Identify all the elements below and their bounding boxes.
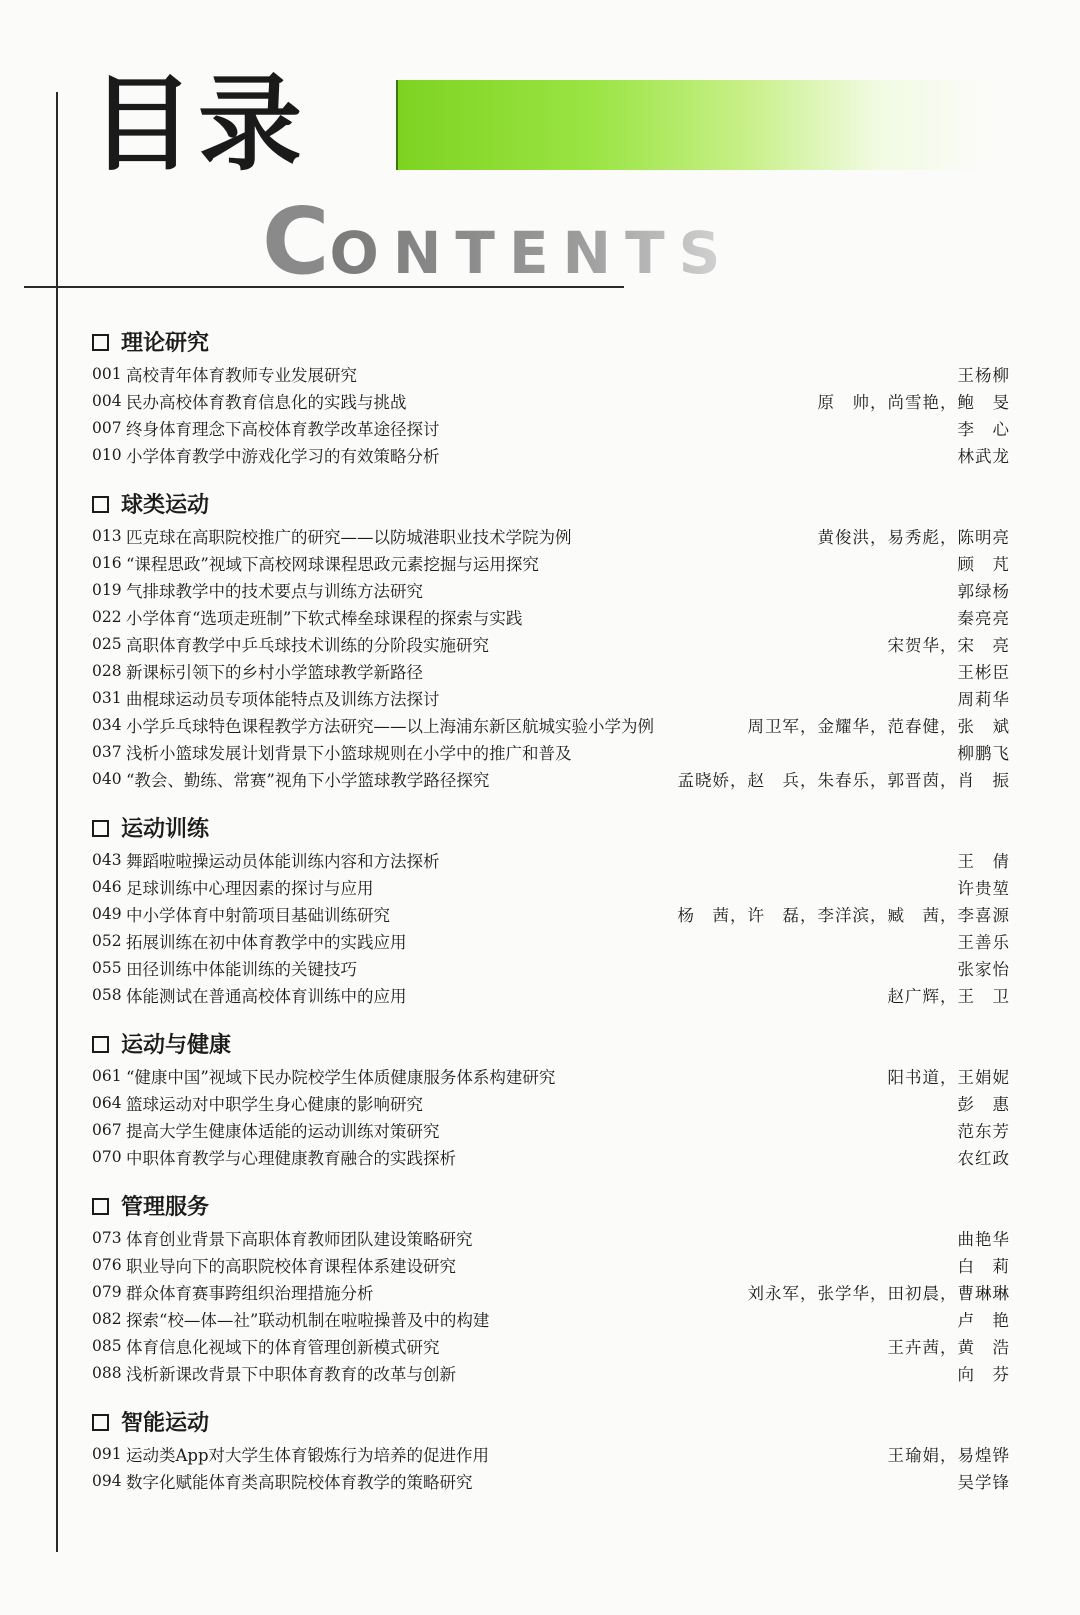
- entry-author: 原 帅，尚雪艳，鲍 旻: [817, 392, 1010, 412]
- entry-author: 周莉华: [957, 689, 1010, 709]
- entry-page-number: 079: [92, 1282, 122, 1301]
- entry-author: 李 心: [957, 419, 1010, 439]
- entry-title: “教会、勤练、常赛”视角下小学篮球教学路径探究: [126, 770, 490, 790]
- entry-author: 顾 芃: [957, 554, 1010, 574]
- entry-page-number: 085: [92, 1336, 122, 1355]
- section-title: 理论研究: [121, 330, 210, 356]
- toc-entry[interactable]: [92, 873, 1010, 900]
- entry-author: 柳鹏飞: [957, 743, 1010, 763]
- entry-author: 王杨柳: [957, 365, 1010, 385]
- entry-title: 足球训练中心理因素的探讨与应用: [126, 878, 374, 898]
- entry-author: 王瑜娟，易煌铧: [887, 1445, 1010, 1465]
- entry-title: 数字化赋能体育类高职院校体育教学的策略研究: [126, 1472, 473, 1492]
- entry-title: 篮球运动对中职学生身心健康的影响研究: [126, 1094, 423, 1114]
- entry-author: 王卉茜，黄 浩: [887, 1337, 1010, 1357]
- entry-author: 张家怡: [957, 959, 1010, 979]
- entry-title: 曲棍球运动员专项体能特点及训练方法探讨: [126, 689, 440, 709]
- section-title: 球类运动: [121, 492, 210, 518]
- section-header: [92, 808, 1010, 846]
- toc-entry[interactable]: [92, 387, 1010, 414]
- toc-entry[interactable]: [92, 846, 1010, 873]
- toc-entry[interactable]: [92, 1467, 1010, 1494]
- entry-page-number: 082: [92, 1309, 122, 1328]
- entry-title: 小学体育教学中游戏化学习的有效策略分析: [126, 446, 440, 466]
- toc-entry[interactable]: [92, 1440, 1010, 1467]
- entry-page-number: 049: [92, 904, 122, 923]
- section-title: 智能运动: [121, 1410, 210, 1436]
- entry-page-number: 058: [92, 985, 122, 1004]
- entry-page-number: 013: [92, 526, 122, 545]
- entry-author: 白 莉: [957, 1256, 1010, 1276]
- entry-title: 气排球教学中的技术要点与训练方法研究: [126, 581, 423, 601]
- toc-entry[interactable]: [92, 900, 1010, 927]
- entry-author: 赵广辉，王 卫: [887, 986, 1010, 1006]
- entry-title: 体育信息化视域下的体育管理创新模式研究: [126, 1337, 440, 1357]
- toc-entry[interactable]: [92, 684, 1010, 711]
- toc-entry[interactable]: [92, 1062, 1010, 1089]
- entry-page-number: 055: [92, 958, 122, 977]
- checkbox-square-icon: [92, 334, 109, 351]
- toc-section: [92, 322, 1010, 468]
- entry-title: “健康中国”视域下民办院校学生体质健康服务体系构建研究: [126, 1067, 556, 1087]
- entry-page-number: 001: [92, 364, 122, 383]
- toc-entry[interactable]: [92, 1116, 1010, 1143]
- entry-page-number: 031: [92, 688, 122, 707]
- toc-entry[interactable]: [92, 765, 1010, 792]
- entry-title: 小学体育“选项走班制”下软式棒垒球课程的探索与实践: [126, 608, 523, 628]
- entry-page-number: 022: [92, 607, 122, 626]
- page-title-cn: 目录: [90, 63, 307, 185]
- section-header: [92, 1024, 1010, 1062]
- toc-section: [92, 808, 1010, 1008]
- section-title: 运动与健康: [121, 1032, 232, 1058]
- checkbox-square-icon: [92, 496, 109, 513]
- toc-section: [92, 1186, 1010, 1386]
- entry-page-number: 088: [92, 1363, 122, 1382]
- toc-entry[interactable]: [92, 1332, 1010, 1359]
- entry-title: 拓展训练在初中体育教学中的实践应用: [126, 932, 407, 952]
- entry-author: 黄俊洪，易秀彪，陈明亮: [817, 527, 1010, 547]
- toc-entry[interactable]: [92, 954, 1010, 981]
- checkbox-square-icon: [92, 1414, 109, 1431]
- entry-page-number: 052: [92, 931, 122, 950]
- entry-title: 运动类App对大学生体育锻炼行为培养的促进作用: [126, 1445, 490, 1465]
- entry-author: 农红政: [957, 1148, 1010, 1168]
- toc-entry[interactable]: [92, 738, 1010, 765]
- checkbox-square-icon: [92, 820, 109, 837]
- entry-title: 中职体育教学与心理健康教育融合的实践探析: [126, 1148, 456, 1168]
- entry-title: 匹克球在高职院校推广的研究——以防城港职业技术学院为例: [126, 527, 572, 547]
- toc-section: [92, 1024, 1010, 1170]
- title-en-rest: ONTENTS: [329, 219, 735, 287]
- toc-entry[interactable]: [92, 630, 1010, 657]
- toc-section: [92, 1402, 1010, 1494]
- entry-page-number: 040: [92, 769, 122, 788]
- toc-entry[interactable]: [92, 441, 1010, 468]
- entry-title: 中小学体育中射箭项目基础训练研究: [126, 905, 390, 925]
- entry-title: “课程思政”视域下高校网球课程思政元素挖掘与运用探究: [126, 554, 539, 574]
- entry-author: 宋贺华，宋 亮: [887, 635, 1010, 655]
- toc-entry[interactable]: [92, 981, 1010, 1008]
- toc-entry[interactable]: [92, 1305, 1010, 1332]
- toc-entry[interactable]: [92, 576, 1010, 603]
- entry-page-number: 010: [92, 445, 122, 464]
- entry-page-number: 061: [92, 1066, 122, 1085]
- entry-page-number: 016: [92, 553, 122, 572]
- entry-page-number: 046: [92, 877, 122, 896]
- entry-page-number: 094: [92, 1471, 122, 1490]
- entry-title: 体育创业背景下高职体育教师团队建设策略研究: [126, 1229, 473, 1249]
- entry-title: 探索“校—体—社”联动机制在啦啦操普及中的构建: [126, 1310, 490, 1330]
- entry-title: 高校青年体育教师专业发展研究: [126, 365, 357, 385]
- entry-page-number: 007: [92, 418, 122, 437]
- toc-entry[interactable]: [92, 1143, 1010, 1170]
- entry-author: 许贵堃: [957, 878, 1010, 898]
- section-header: [92, 1186, 1010, 1224]
- entry-author: 王善乐: [957, 932, 1010, 952]
- toc-entry[interactable]: [92, 657, 1010, 684]
- entry-author: 卢 艳: [957, 1310, 1010, 1330]
- entry-page-number: 091: [92, 1444, 122, 1463]
- entry-title: 职业导向下的高职院校体育课程体系建设研究: [126, 1256, 456, 1276]
- entry-page-number: 067: [92, 1120, 122, 1139]
- entry-author: 杨 茜，许 磊，李洋滨，臧 茜，李喜源: [677, 905, 1010, 925]
- section-header: [92, 1402, 1010, 1440]
- entry-title: 小学乒乓球特色课程教学方法研究——以上海浦东新区航城实验小学为例: [126, 716, 654, 736]
- entry-page-number: 070: [92, 1147, 122, 1166]
- entry-page-number: 064: [92, 1093, 122, 1112]
- title-en-initial: C: [262, 188, 330, 295]
- entry-title: 浅析小篮球发展计划背景下小篮球规则在小学中的推广和普及: [126, 743, 572, 763]
- toc-entry[interactable]: [92, 1359, 1010, 1386]
- entry-author: 周卫军，金耀华，范春健，张 斌: [747, 716, 1010, 736]
- entry-page-number: 004: [92, 391, 122, 410]
- entry-title: 民办高校体育教育信息化的实践与挑战: [126, 392, 407, 412]
- entry-author: 曲艳华: [957, 1229, 1010, 1249]
- table-of-contents: [92, 322, 1010, 1510]
- entry-page-number: 028: [92, 661, 122, 680]
- entry-author: 向 芬: [957, 1364, 1010, 1384]
- toc-entry[interactable]: [92, 522, 1010, 549]
- toc-entry[interactable]: [92, 549, 1010, 576]
- toc-section: [92, 484, 1010, 792]
- section-header: [92, 322, 1010, 360]
- entry-title: 舞蹈啦啦操运动员体能训练内容和方法探析: [126, 851, 440, 871]
- entry-page-number: 034: [92, 715, 122, 734]
- entry-author: 王 倩: [957, 851, 1010, 871]
- section-header: [92, 484, 1010, 522]
- toc-entry[interactable]: [92, 1278, 1010, 1305]
- green-gradient-banner: [396, 80, 1038, 170]
- entry-page-number: 019: [92, 580, 122, 599]
- entry-author: 吴学锋: [957, 1472, 1010, 1492]
- entry-author: 王彬臣: [957, 662, 1010, 682]
- entry-author: 范东芳: [957, 1121, 1010, 1141]
- entry-author: 孟晓娇，赵 兵，朱春乐，郭晋茵，肖 振: [677, 770, 1010, 790]
- entry-title: 提高大学生健康体适能的运动训练对策研究: [126, 1121, 440, 1141]
- entry-page-number: 037: [92, 742, 122, 761]
- toc-entry[interactable]: [92, 711, 1010, 738]
- entry-title: 终身体育理念下高校体育教学改革途径探讨: [126, 419, 440, 439]
- checkbox-square-icon: [92, 1198, 109, 1215]
- toc-entry[interactable]: [92, 1089, 1010, 1116]
- entry-author: 秦亮亮: [957, 608, 1010, 628]
- toc-entry[interactable]: [92, 360, 1010, 387]
- entry-page-number: 076: [92, 1255, 122, 1274]
- toc-entry[interactable]: [92, 414, 1010, 441]
- entry-page-number: 043: [92, 850, 122, 869]
- toc-entry[interactable]: [92, 1251, 1010, 1278]
- entry-author: 林武龙: [957, 446, 1010, 466]
- entry-author: 郭绿杨: [957, 581, 1010, 601]
- toc-entry[interactable]: [92, 927, 1010, 954]
- left-vertical-rule: [56, 92, 58, 1552]
- section-title: 管理服务: [121, 1194, 210, 1220]
- entry-page-number: 073: [92, 1228, 122, 1247]
- entry-title: 群众体育赛事跨组织治理措施分析: [126, 1283, 374, 1303]
- entry-title: 浅析新课改背景下中职体育教育的改革与创新: [126, 1364, 456, 1384]
- checkbox-square-icon: [92, 1036, 109, 1053]
- section-title: 运动训练: [121, 816, 210, 842]
- entry-title: 高职体育教学中乒乓球技术训练的分阶段实施研究: [126, 635, 489, 655]
- page-title-en: [262, 188, 735, 295]
- toc-entry[interactable]: [92, 603, 1010, 630]
- entry-author: 刘永军，张学华，田初晨，曹琳琳: [747, 1283, 1010, 1303]
- entry-page-number: 025: [92, 634, 122, 653]
- toc-entry[interactable]: [92, 1224, 1010, 1251]
- entry-title: 体能测试在普通高校体育训练中的应用: [126, 986, 407, 1006]
- entry-title: 田径训练中体能训练的关键技巧: [126, 959, 357, 979]
- entry-author: 阳书道，王娟妮: [887, 1067, 1010, 1087]
- entry-author: 彭 惠: [957, 1094, 1010, 1114]
- entry-title: 新课标引领下的乡村小学篮球教学新路径: [126, 662, 423, 682]
